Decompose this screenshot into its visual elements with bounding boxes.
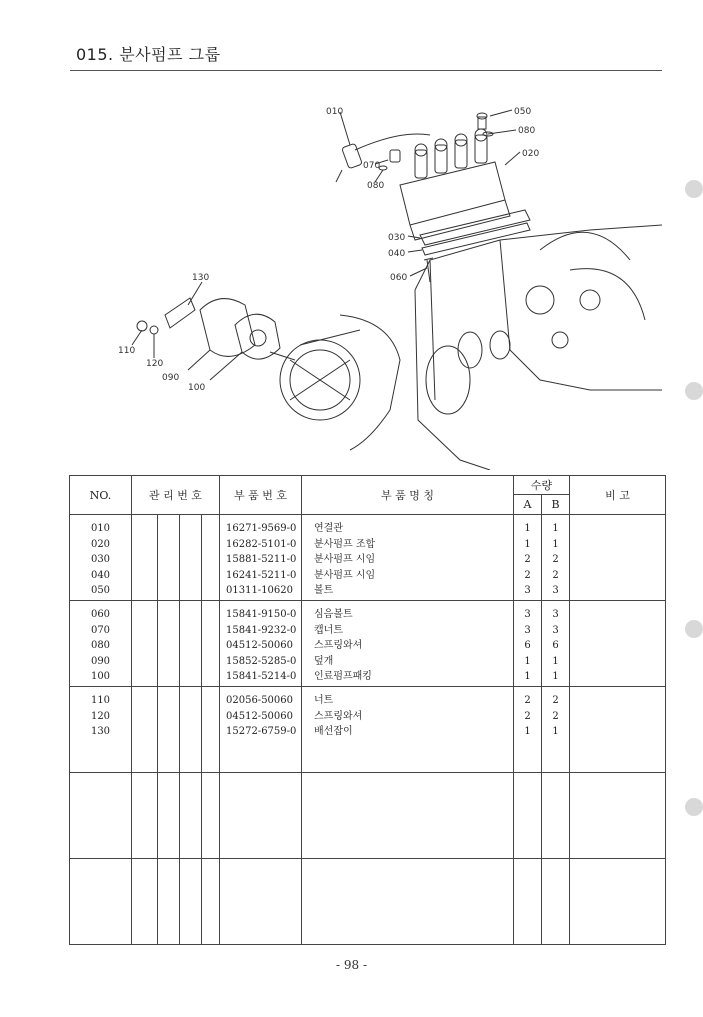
- quantity-a: 1: [524, 538, 531, 550]
- part-code: 15852-5285-0: [226, 655, 297, 667]
- part-number-index-cell: [70, 601, 132, 687]
- callout-label: 010: [326, 107, 344, 117]
- quantity-a-cell: [514, 859, 542, 945]
- part-number-index-cell: [70, 859, 132, 945]
- part-code: 16271-9569-0: [226, 523, 297, 534]
- column-header-quantity: 수량: [514, 476, 570, 495]
- quantity-b: 2: [552, 569, 559, 581]
- quantity-b: 1: [552, 538, 559, 550]
- part-number-index-cell: [70, 773, 132, 859]
- management-cell: [132, 601, 158, 687]
- quantity-a: 6: [524, 640, 531, 651]
- callout-label: 090: [162, 373, 180, 383]
- quantity-a: 3: [524, 609, 531, 620]
- part-number-index: 060: [90, 609, 111, 620]
- part-name: 스프링와셔: [314, 640, 363, 651]
- part-code: 04512-50060: [226, 640, 294, 651]
- column-header-remarks: 비 고: [570, 476, 666, 515]
- part-code: 16282-5101-0: [226, 538, 297, 550]
- callout-label: 040: [388, 249, 406, 259]
- remarks-cell: [570, 515, 666, 601]
- callout-label: 080: [518, 126, 536, 136]
- management-cell: [158, 859, 180, 945]
- parts-diagram-svg: [70, 90, 662, 470]
- quantity-a: 3: [524, 624, 531, 636]
- remarks-cell: [570, 859, 666, 945]
- management-cell: [132, 773, 158, 859]
- management-cell: [202, 687, 220, 773]
- part-code-cell: [220, 687, 302, 773]
- part-code: 04512-50060: [226, 710, 294, 722]
- callout-label: 020: [522, 149, 540, 159]
- part-number-index: 050: [90, 585, 111, 596]
- part-code-cell: [220, 601, 302, 687]
- management-cell: [132, 859, 158, 945]
- quantity-b-cell: [542, 773, 570, 859]
- part-number-index: 080: [90, 640, 111, 651]
- part-name: 연결관: [314, 523, 343, 534]
- callout-label: 100: [188, 383, 206, 393]
- column-header-part-name: 부 품 명 칭: [302, 476, 514, 515]
- part-name: 덮개: [314, 655, 334, 667]
- quantity-b: 2: [552, 554, 559, 565]
- part-code: 15881-5211-0: [226, 554, 297, 565]
- management-cell: [202, 859, 220, 945]
- management-cell: [132, 515, 158, 601]
- quantity-b: 3: [552, 609, 559, 620]
- quantity-b: 1: [552, 671, 559, 682]
- part-name-cell: [302, 601, 514, 687]
- callout-label: 050: [514, 107, 532, 117]
- part-number-index: 090: [90, 655, 111, 667]
- quantity-b-cell: [542, 515, 570, 601]
- part-number-index: 040: [90, 569, 111, 581]
- column-header-qty-a: A: [514, 495, 542, 515]
- quantity-a-cell: [514, 773, 542, 859]
- part-name: 인료펌프패킹: [314, 671, 372, 682]
- part-name: 분사펌프 조합: [314, 538, 376, 550]
- part-code: 15841-9150-0: [226, 609, 297, 620]
- quantity-b: 3: [552, 624, 559, 636]
- part-number-index: 120: [90, 710, 111, 722]
- part-code-cell: [220, 859, 302, 945]
- quantity-a-cell: [514, 601, 542, 687]
- part-code: 15841-9232-0: [226, 624, 297, 636]
- management-cell: [180, 515, 202, 601]
- management-cell: [202, 601, 220, 687]
- page-title: 015. 분사펌프 그룹: [76, 45, 221, 64]
- callout-label: 070: [363, 161, 381, 171]
- part-code: 02056-50060: [226, 695, 294, 706]
- table-row-group: [70, 515, 666, 601]
- punch-hole: [685, 382, 703, 400]
- table-row-group: [70, 601, 666, 687]
- callout-label: 060: [390, 273, 408, 283]
- quantity-a: 2: [524, 695, 531, 706]
- management-cell: [202, 515, 220, 601]
- quantity-b: 3: [552, 585, 559, 596]
- quantity-b: 2: [552, 710, 559, 722]
- part-name-cell: [302, 515, 514, 601]
- quantity-b: 1: [552, 726, 559, 737]
- management-cell: [180, 687, 202, 773]
- quantity-a: 2: [524, 569, 531, 581]
- callout-label: 120: [146, 359, 164, 369]
- part-code: 01311-10620: [226, 585, 294, 596]
- quantity-a-cell: [514, 515, 542, 601]
- quantity-a: 3: [524, 585, 531, 596]
- punch-hole: [685, 620, 703, 638]
- title-rule: [70, 70, 662, 71]
- part-number-index: 030: [90, 554, 111, 565]
- table-row-group: [70, 687, 666, 773]
- part-number-index-cell: [70, 687, 132, 773]
- quantity-b-cell: [542, 601, 570, 687]
- exploded-parts-diagram: [70, 90, 662, 470]
- callout-label: 110: [118, 346, 136, 356]
- management-cell: [158, 601, 180, 687]
- part-name: 분사펌프 시임: [314, 554, 376, 565]
- remarks-cell: [570, 601, 666, 687]
- quantity-a-cell: [514, 687, 542, 773]
- quantity-a: 2: [524, 710, 531, 722]
- management-cell: [132, 687, 158, 773]
- management-cell: [202, 773, 220, 859]
- column-header-part-no: 부 품 번 호: [220, 476, 302, 515]
- column-header-no: NO.: [70, 476, 132, 515]
- part-code: 15841-5214-0: [226, 671, 297, 682]
- quantity-a: 1: [524, 523, 531, 534]
- part-name: 심음볼트: [314, 609, 353, 620]
- management-cell: [158, 687, 180, 773]
- part-code-cell: [220, 515, 302, 601]
- part-name: 분사펌프 시임: [314, 569, 376, 581]
- part-code-cell: [220, 773, 302, 859]
- part-code: 15272-6759-0: [226, 726, 297, 737]
- quantity-a: 1: [524, 655, 531, 667]
- part-name: 캡너트: [314, 624, 343, 636]
- quantity-b: 1: [552, 523, 559, 534]
- management-cell: [180, 859, 202, 945]
- parts-table-body: [70, 515, 666, 945]
- part-number-index: 130: [90, 726, 111, 737]
- quantity-a: 2: [524, 554, 531, 565]
- part-code: 16241-5211-0: [226, 569, 297, 581]
- callout-label: 030: [388, 233, 406, 243]
- management-cell: [158, 773, 180, 859]
- quantity-b: 2: [552, 695, 559, 706]
- part-number-index: 110: [90, 695, 111, 706]
- part-name: 배선잡이: [314, 726, 353, 737]
- remarks-cell: [570, 773, 666, 859]
- quantity-b-cell: [542, 687, 570, 773]
- punch-hole: [685, 798, 703, 816]
- table-row-group: [70, 859, 666, 945]
- part-number-index-cell: [70, 515, 132, 601]
- remarks-cell: [570, 687, 666, 773]
- column-header-qty-b: B: [542, 495, 570, 515]
- part-name: 스프링와셔: [314, 710, 363, 722]
- part-number-index: 020: [90, 538, 111, 550]
- quantity-b: 6: [552, 640, 559, 651]
- table-row-group: [70, 773, 666, 859]
- part-name: 볼트: [314, 585, 334, 596]
- parts-table: [69, 475, 666, 945]
- part-name-cell: [302, 859, 514, 945]
- management-cell: [180, 773, 202, 859]
- page-number: - 98 -: [335, 958, 367, 972]
- callout-label: 130: [192, 273, 210, 283]
- quantity-a: 1: [524, 726, 531, 737]
- part-number-index: 070: [90, 624, 111, 636]
- part-name-cell: [302, 773, 514, 859]
- quantity-b-cell: [542, 859, 570, 945]
- part-number-index: 010: [90, 523, 111, 534]
- punch-hole: [685, 180, 703, 198]
- part-name: 너트: [314, 695, 334, 706]
- part-number-index: 100: [90, 671, 111, 682]
- column-header-management-no: 관 리 번 호: [132, 476, 220, 515]
- quantity-b: 1: [552, 655, 559, 667]
- management-cell: [158, 515, 180, 601]
- callout-label: 080: [367, 181, 385, 191]
- management-cell: [180, 601, 202, 687]
- quantity-a: 1: [524, 671, 531, 682]
- part-name-cell: [302, 687, 514, 773]
